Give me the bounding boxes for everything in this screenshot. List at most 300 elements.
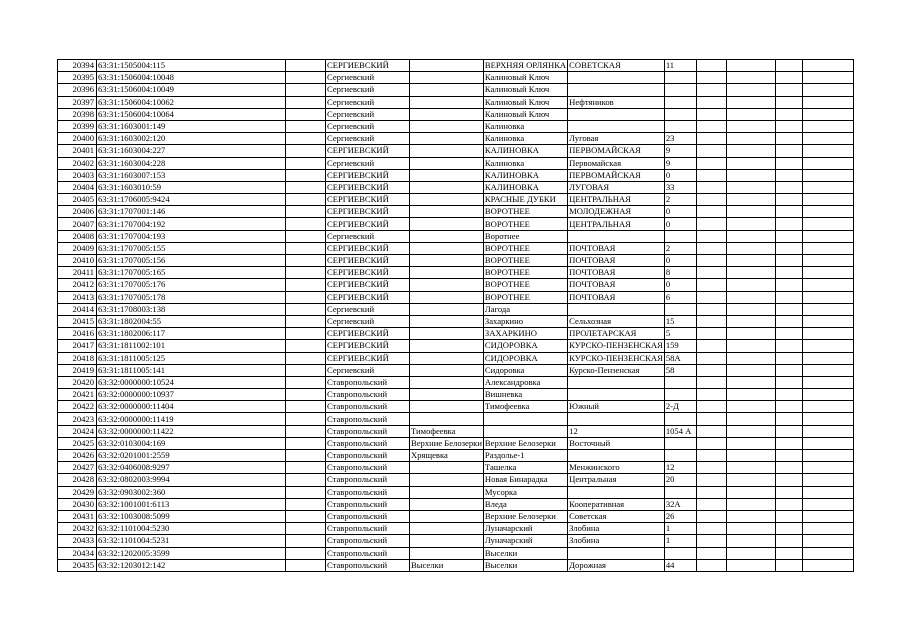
cell-locality: ВОРОТНЕЕ — [483, 279, 567, 291]
cell-extra-1 — [696, 328, 726, 340]
cell-house-number — [664, 486, 696, 498]
cell-cadastral-number: 63:32:1101004:5230 — [97, 523, 286, 535]
cell-cadastral-number: 63:31:1506004:10064 — [97, 108, 286, 120]
cell-extra-4 — [802, 206, 853, 218]
cell-extra-2 — [726, 267, 775, 279]
cell-district: СЕРГИЕВСКИЙ — [326, 60, 410, 72]
cell-extra-2 — [726, 206, 775, 218]
cell-house-number: 8 — [664, 267, 696, 279]
cell-blank-col — [286, 498, 326, 510]
cell-house-number: 1 — [664, 523, 696, 535]
cell-extra-4 — [802, 510, 853, 522]
cell-street: ПОЧТОВАЯ — [568, 291, 665, 303]
cell-extra-2 — [726, 230, 775, 242]
cell-district: Ставропольский — [326, 523, 410, 535]
cell-blank-col — [286, 328, 326, 340]
cell-cadastral-number: 63:31:1603007:153 — [97, 169, 286, 181]
cell-extra-2 — [726, 559, 775, 571]
cell-extra-2 — [726, 145, 775, 157]
cell-house-number: 6 — [664, 291, 696, 303]
cell-district: СЕРГИЕВСКИЙ — [326, 145, 410, 157]
cell-cadastral-number: 63:31:1707004:193 — [97, 230, 286, 242]
cell-district: СЕРГИЕВСКИЙ — [326, 218, 410, 230]
cell-settlement-alt — [410, 133, 484, 145]
table-row — [58, 547, 854, 559]
cell-extra-4 — [802, 230, 853, 242]
cell-settlement-alt — [410, 401, 484, 413]
cell-extra-1 — [696, 96, 726, 108]
cell-blank-col — [286, 60, 326, 72]
cell-blank-col — [286, 72, 326, 84]
cell-extra-1 — [696, 194, 726, 206]
cell-extra-2 — [726, 291, 775, 303]
cell-extra-3 — [775, 120, 802, 132]
cell-extra-1 — [696, 157, 726, 169]
cell-locality: КРАСНЫЕ ДУБКИ — [483, 194, 567, 206]
cell-blank-col — [286, 352, 326, 364]
cell-extra-4 — [802, 401, 853, 413]
cell-house-number: 58А — [664, 352, 696, 364]
cell-row-number: 20412 — [58, 279, 97, 291]
cell-extra-3 — [775, 181, 802, 193]
cell-row-number: 20434 — [58, 547, 97, 559]
cell-district: СЕРГИЕВСКИЙ — [326, 255, 410, 267]
cell-district: СЕРГИЕВСКИЙ — [326, 340, 410, 352]
cell-district: СЕРГИЕВСКИЙ — [326, 352, 410, 364]
cell-extra-1 — [696, 230, 726, 242]
cell-row-number: 20397 — [58, 96, 97, 108]
cell-extra-2 — [726, 72, 775, 84]
cell-row-number: 20401 — [58, 145, 97, 157]
cell-street: Дорожная — [568, 559, 665, 571]
cell-locality — [483, 413, 567, 425]
cell-blank-col — [286, 425, 326, 437]
cell-house-number: 5 — [664, 328, 696, 340]
table-row — [58, 486, 854, 498]
cell-extra-4 — [802, 498, 853, 510]
cell-extra-3 — [775, 242, 802, 254]
cell-settlement-alt — [410, 230, 484, 242]
cell-locality: ВОРОТНЕЕ — [483, 218, 567, 230]
cell-blank-col — [286, 486, 326, 498]
cell-street: Нефтяников — [568, 96, 665, 108]
cell-extra-2 — [726, 364, 775, 376]
cell-cadastral-number: 63:32:0103004:169 — [97, 437, 286, 449]
table-row — [58, 108, 854, 120]
cell-street: Злобина — [568, 535, 665, 547]
cell-locality: СИДОРОВКА — [483, 352, 567, 364]
cell-street — [568, 413, 665, 425]
cell-row-number: 20403 — [58, 169, 97, 181]
cell-settlement-alt — [410, 157, 484, 169]
cell-extra-1 — [696, 401, 726, 413]
cell-blank-col — [286, 255, 326, 267]
cell-row-number: 20416 — [58, 328, 97, 340]
cell-blank-col — [286, 559, 326, 571]
cell-street: Центральная — [568, 474, 665, 486]
cell-extra-3 — [775, 437, 802, 449]
cell-extra-1 — [696, 206, 726, 218]
cell-extra-2 — [726, 84, 775, 96]
cell-house-number: 32А — [664, 498, 696, 510]
cell-extra-3 — [775, 425, 802, 437]
cell-blank-col — [286, 364, 326, 376]
cell-cadastral-number: 63:32:0000000:11404 — [97, 401, 286, 413]
cell-extra-2 — [726, 96, 775, 108]
cell-cadastral-number: 63:31:1603002:120 — [97, 133, 286, 145]
cell-district: Ставропольский — [326, 474, 410, 486]
cell-street — [568, 486, 665, 498]
cell-district: СЕРГИЕВСКИЙ — [326, 169, 410, 181]
cell-locality: Новая Бинарадка — [483, 474, 567, 486]
cell-settlement-alt — [410, 303, 484, 315]
cell-locality: ВОРОТНЕЕ — [483, 291, 567, 303]
table-row — [58, 352, 854, 364]
cell-extra-1 — [696, 413, 726, 425]
cell-extra-2 — [726, 462, 775, 474]
cell-street: Сельхозная — [568, 315, 665, 327]
cell-extra-1 — [696, 486, 726, 498]
table-row — [58, 450, 854, 462]
cell-locality: Калиновый Ключ — [483, 84, 567, 96]
cell-row-number: 20422 — [58, 401, 97, 413]
cell-district: Ставропольский — [326, 401, 410, 413]
cell-locality: Вишневка — [483, 389, 567, 401]
cell-extra-4 — [802, 194, 853, 206]
table-row — [58, 242, 854, 254]
cell-street: Южный — [568, 401, 665, 413]
cell-extra-4 — [802, 389, 853, 401]
cell-blank-col — [286, 157, 326, 169]
cell-extra-3 — [775, 303, 802, 315]
cell-house-number — [664, 376, 696, 388]
cell-locality: Луначарский — [483, 535, 567, 547]
cell-cadastral-number: 63:31:1708003:138 — [97, 303, 286, 315]
cell-cadastral-number: 63:32:0406008:9297 — [97, 462, 286, 474]
cell-cadastral-number: 63:32:1001001:6113 — [97, 498, 286, 510]
cell-district: Ставропольский — [326, 486, 410, 498]
cell-street: Курско-Пензенская — [568, 364, 665, 376]
table-row — [58, 157, 854, 169]
cell-street: ЦЕНТРАЛЬНАЯ — [568, 194, 665, 206]
cell-extra-4 — [802, 364, 853, 376]
cell-settlement-alt: Выселки — [410, 559, 484, 571]
table-row — [58, 120, 854, 132]
cell-extra-1 — [696, 535, 726, 547]
cell-settlement-alt — [410, 510, 484, 522]
cell-street: Кооперативная — [568, 498, 665, 510]
cell-extra-4 — [802, 328, 853, 340]
cell-locality: Верхние Белозерки — [483, 510, 567, 522]
cell-settlement-alt — [410, 376, 484, 388]
cell-extra-4 — [802, 169, 853, 181]
cell-blank-col — [286, 523, 326, 535]
cell-row-number: 20413 — [58, 291, 97, 303]
cell-house-number: 0 — [664, 218, 696, 230]
cell-blank-col — [286, 437, 326, 449]
cell-locality: Раздолье-1 — [483, 450, 567, 462]
cell-house-number: 9 — [664, 157, 696, 169]
cell-street: ПОЧТОВАЯ — [568, 242, 665, 254]
cell-locality: Калиновый Ключ — [483, 96, 567, 108]
cell-extra-3 — [775, 510, 802, 522]
cell-settlement-alt: Верхние Белозерки — [411, 437, 482, 448]
cell-blank-col — [286, 303, 326, 315]
cell-settlement-alt — [410, 523, 484, 535]
cell-house-number — [664, 72, 696, 84]
cell-row-number: 20433 — [58, 535, 97, 547]
cell-settlement-alt — [410, 169, 484, 181]
cell-extra-2 — [726, 535, 775, 547]
cell-cadastral-number: 63:32:0903002:360 — [97, 486, 286, 498]
cell-extra-1 — [696, 474, 726, 486]
cell-locality: Луначарский — [483, 523, 567, 535]
cell-street: ПОЧТОВАЯ — [568, 255, 665, 267]
table-row — [58, 291, 854, 303]
cell-district: СЕРГИЕВСКИЙ — [326, 328, 410, 340]
table-row — [58, 389, 854, 401]
cell-locality: Выселки — [483, 547, 567, 559]
cell-blank-col — [286, 291, 326, 303]
cell-blank-col — [286, 242, 326, 254]
cell-locality: ВОРОТНЕЕ — [483, 206, 567, 218]
cell-locality: Лагода — [483, 303, 567, 315]
cell-extra-3 — [775, 340, 802, 352]
cell-extra-3 — [775, 218, 802, 230]
table-row — [58, 194, 854, 206]
cell-blank-col — [286, 389, 326, 401]
cell-cadastral-number: 63:31:1707005:156 — [97, 255, 286, 267]
cell-extra-1 — [696, 72, 726, 84]
cell-district: Ставропольский — [326, 413, 410, 425]
cell-locality: ВОРОТНЕЕ — [483, 255, 567, 267]
cell-house-number: 1 — [664, 535, 696, 547]
cell-extra-2 — [726, 376, 775, 388]
cell-extra-2 — [726, 181, 775, 193]
cell-district: Сергиевский — [326, 84, 410, 96]
cell-district: Ставропольский — [326, 450, 410, 462]
cell-blank-col — [286, 218, 326, 230]
cell-district: Сергиевский — [326, 120, 410, 132]
cell-street: 12 — [568, 425, 665, 437]
cell-cadastral-number: 63:31:1506004:10048 — [97, 72, 286, 84]
cell-locality: ЗАХАРКИНО — [483, 328, 567, 340]
cell-street — [568, 303, 665, 315]
cell-extra-2 — [726, 279, 775, 291]
cell-locality: КАЛИНОВКА — [483, 181, 567, 193]
cell-extra-2 — [726, 133, 775, 145]
cell-house-number — [664, 389, 696, 401]
cell-settlement-alt — [410, 181, 484, 193]
table-row — [58, 133, 854, 145]
cell-settlement-alt — [410, 340, 484, 352]
cell-extra-4 — [802, 72, 853, 84]
cell-blank-col — [286, 279, 326, 291]
cell-extra-1 — [696, 364, 726, 376]
cell-extra-4 — [802, 291, 853, 303]
cell-settlement-alt — [410, 108, 484, 120]
cell-extra-1 — [696, 303, 726, 315]
table-row — [58, 474, 854, 486]
cell-settlement-alt — [410, 352, 484, 364]
cell-locality: Верхние Белозерки — [483, 437, 567, 449]
cell-row-number: 20406 — [58, 206, 97, 218]
cell-locality: Александровка — [483, 376, 567, 388]
cell-house-number: 23 — [664, 133, 696, 145]
cell-extra-3 — [775, 450, 802, 462]
cell-settlement-alt — [410, 291, 484, 303]
cell-street: МОЛОДЕЖНАЯ — [568, 206, 665, 218]
cell-extra-3 — [775, 169, 802, 181]
cell-row-number: 20407 — [58, 218, 97, 230]
cell-district: СЕРГИЕВСКИЙ — [326, 291, 410, 303]
cell-locality: Вледа — [483, 498, 567, 510]
cell-extra-1 — [696, 389, 726, 401]
cell-extra-1 — [696, 169, 726, 181]
cell-extra-3 — [775, 389, 802, 401]
cell-extra-3 — [775, 352, 802, 364]
cell-extra-2 — [726, 242, 775, 254]
cell-row-number: 20410 — [58, 255, 97, 267]
cell-house-number — [664, 230, 696, 242]
cell-district: Ставропольский — [326, 389, 410, 401]
cell-house-number: 15 — [664, 315, 696, 327]
cell-house-number: 2 — [664, 242, 696, 254]
cell-cadastral-number: 63:31:1603004:227 — [97, 145, 286, 157]
cell-extra-1 — [696, 120, 726, 132]
cell-extra-2 — [726, 437, 775, 449]
cell-settlement-alt — [410, 315, 484, 327]
table-row — [58, 376, 854, 388]
cell-cadastral-number: 63:32:0000000:11422 — [97, 425, 286, 437]
register-table — [57, 59, 854, 572]
cell-street — [568, 450, 665, 462]
cell-settlement-alt — [410, 255, 484, 267]
cell-extra-4 — [802, 181, 853, 193]
cell-extra-2 — [726, 486, 775, 498]
cell-house-number: 58 — [664, 364, 696, 376]
cell-settlement-alt — [410, 242, 484, 254]
table-row — [58, 181, 854, 193]
cell-street: Злобина — [568, 523, 665, 535]
cell-settlement-alt — [410, 547, 484, 559]
cell-settlement-alt — [410, 413, 484, 425]
table-row — [58, 510, 854, 522]
cell-row-number: 20395 — [58, 72, 97, 84]
cell-extra-1 — [696, 181, 726, 193]
cell-settlement-alt — [410, 279, 484, 291]
cell-cadastral-number: 63:31:1811005:125 — [97, 352, 286, 364]
cell-cadastral-number: 63:31:1603001:149 — [97, 120, 286, 132]
cell-settlement-alt — [410, 364, 484, 376]
table-row — [58, 72, 854, 84]
cell-extra-3 — [775, 547, 802, 559]
cell-extra-2 — [726, 328, 775, 340]
cell-extra-3 — [775, 133, 802, 145]
cell-locality: ВЕРХНЯЯ ОРЛЯНКА — [484, 60, 567, 71]
cell-extra-4 — [802, 315, 853, 327]
cell-extra-4 — [802, 559, 853, 571]
cell-street: СОВЕТСКАЯ — [568, 60, 665, 72]
cell-extra-4 — [802, 267, 853, 279]
cell-cadastral-number: 63:31:1707005:176 — [97, 279, 286, 291]
cell-extra-2 — [726, 120, 775, 132]
cell-locality: Калиновка — [483, 133, 567, 145]
cell-extra-4 — [802, 462, 853, 474]
cell-row-number: 20402 — [58, 157, 97, 169]
cell-locality: Выселки — [483, 559, 567, 571]
cell-cadastral-number: 63:31:1707001:146 — [97, 206, 286, 218]
cell-house-number: 0 — [664, 279, 696, 291]
cell-street — [568, 547, 665, 559]
cell-district: Сергиевский — [326, 230, 410, 242]
cell-house-number — [664, 120, 696, 132]
cell-cadastral-number: 63:32:1202005:3599 — [97, 547, 286, 559]
cell-extra-1 — [696, 498, 726, 510]
cell-extra-3 — [775, 486, 802, 498]
cell-row-number: 20417 — [58, 340, 97, 352]
cell-extra-2 — [726, 315, 775, 327]
cell-extra-4 — [802, 133, 853, 145]
cell-extra-2 — [726, 389, 775, 401]
table-row — [58, 437, 854, 449]
cell-extra-2 — [726, 60, 775, 72]
cell-house-number: 159 — [664, 340, 696, 352]
cell-district: СЕРГИЕВСКИЙ — [326, 206, 410, 218]
cell-row-number: 20435 — [58, 559, 97, 571]
cell-blank-col — [286, 194, 326, 206]
cell-house-number: 12 — [664, 462, 696, 474]
cell-row-number: 20409 — [58, 242, 97, 254]
cell-cadastral-number: 63:31:1811002:101 — [97, 340, 286, 352]
cell-cadastral-number: 63:31:1706005:9424 — [97, 194, 286, 206]
cell-settlement-alt — [410, 267, 484, 279]
cell-street: Луговая — [568, 133, 665, 145]
cell-house-number: 20 — [664, 474, 696, 486]
cell-settlement-alt — [410, 389, 484, 401]
cell-settlement-alt — [410, 206, 484, 218]
cell-house-number — [664, 547, 696, 559]
table-row — [58, 267, 854, 279]
cell-cadastral-number: 63:32:0802003:9994 — [97, 474, 286, 486]
cell-blank-col — [286, 401, 326, 413]
cell-street: Первомайская — [568, 157, 665, 169]
cell-district: Ставропольский — [326, 535, 410, 547]
cell-extra-3 — [775, 498, 802, 510]
cell-extra-2 — [726, 547, 775, 559]
cell-extra-2 — [726, 218, 775, 230]
cell-street — [568, 120, 665, 132]
cell-row-number: 20425 — [58, 437, 97, 449]
cell-extra-3 — [775, 279, 802, 291]
cell-cadastral-number: 63:32:0000000:11419 — [97, 413, 286, 425]
cell-street: Менжинского — [568, 462, 665, 474]
cell-blank-col — [286, 267, 326, 279]
cell-house-number: 2 — [664, 194, 696, 206]
cell-extra-3 — [775, 364, 802, 376]
cell-extra-1 — [696, 376, 726, 388]
cell-extra-4 — [802, 84, 853, 96]
cell-extra-3 — [775, 194, 802, 206]
cell-cadastral-number: 63:31:1802004:55 — [97, 315, 286, 327]
cell-settlement-alt — [410, 535, 484, 547]
cell-district: СЕРГИЕВСКИЙ — [326, 194, 410, 206]
cell-district: Сергиевский — [326, 157, 410, 169]
cell-extra-1 — [696, 450, 726, 462]
cell-street: ЦЕНТРАЛЬНАЯ — [568, 218, 665, 230]
cell-street: ПОЧТОВАЯ — [568, 279, 665, 291]
cell-extra-1 — [696, 84, 726, 96]
